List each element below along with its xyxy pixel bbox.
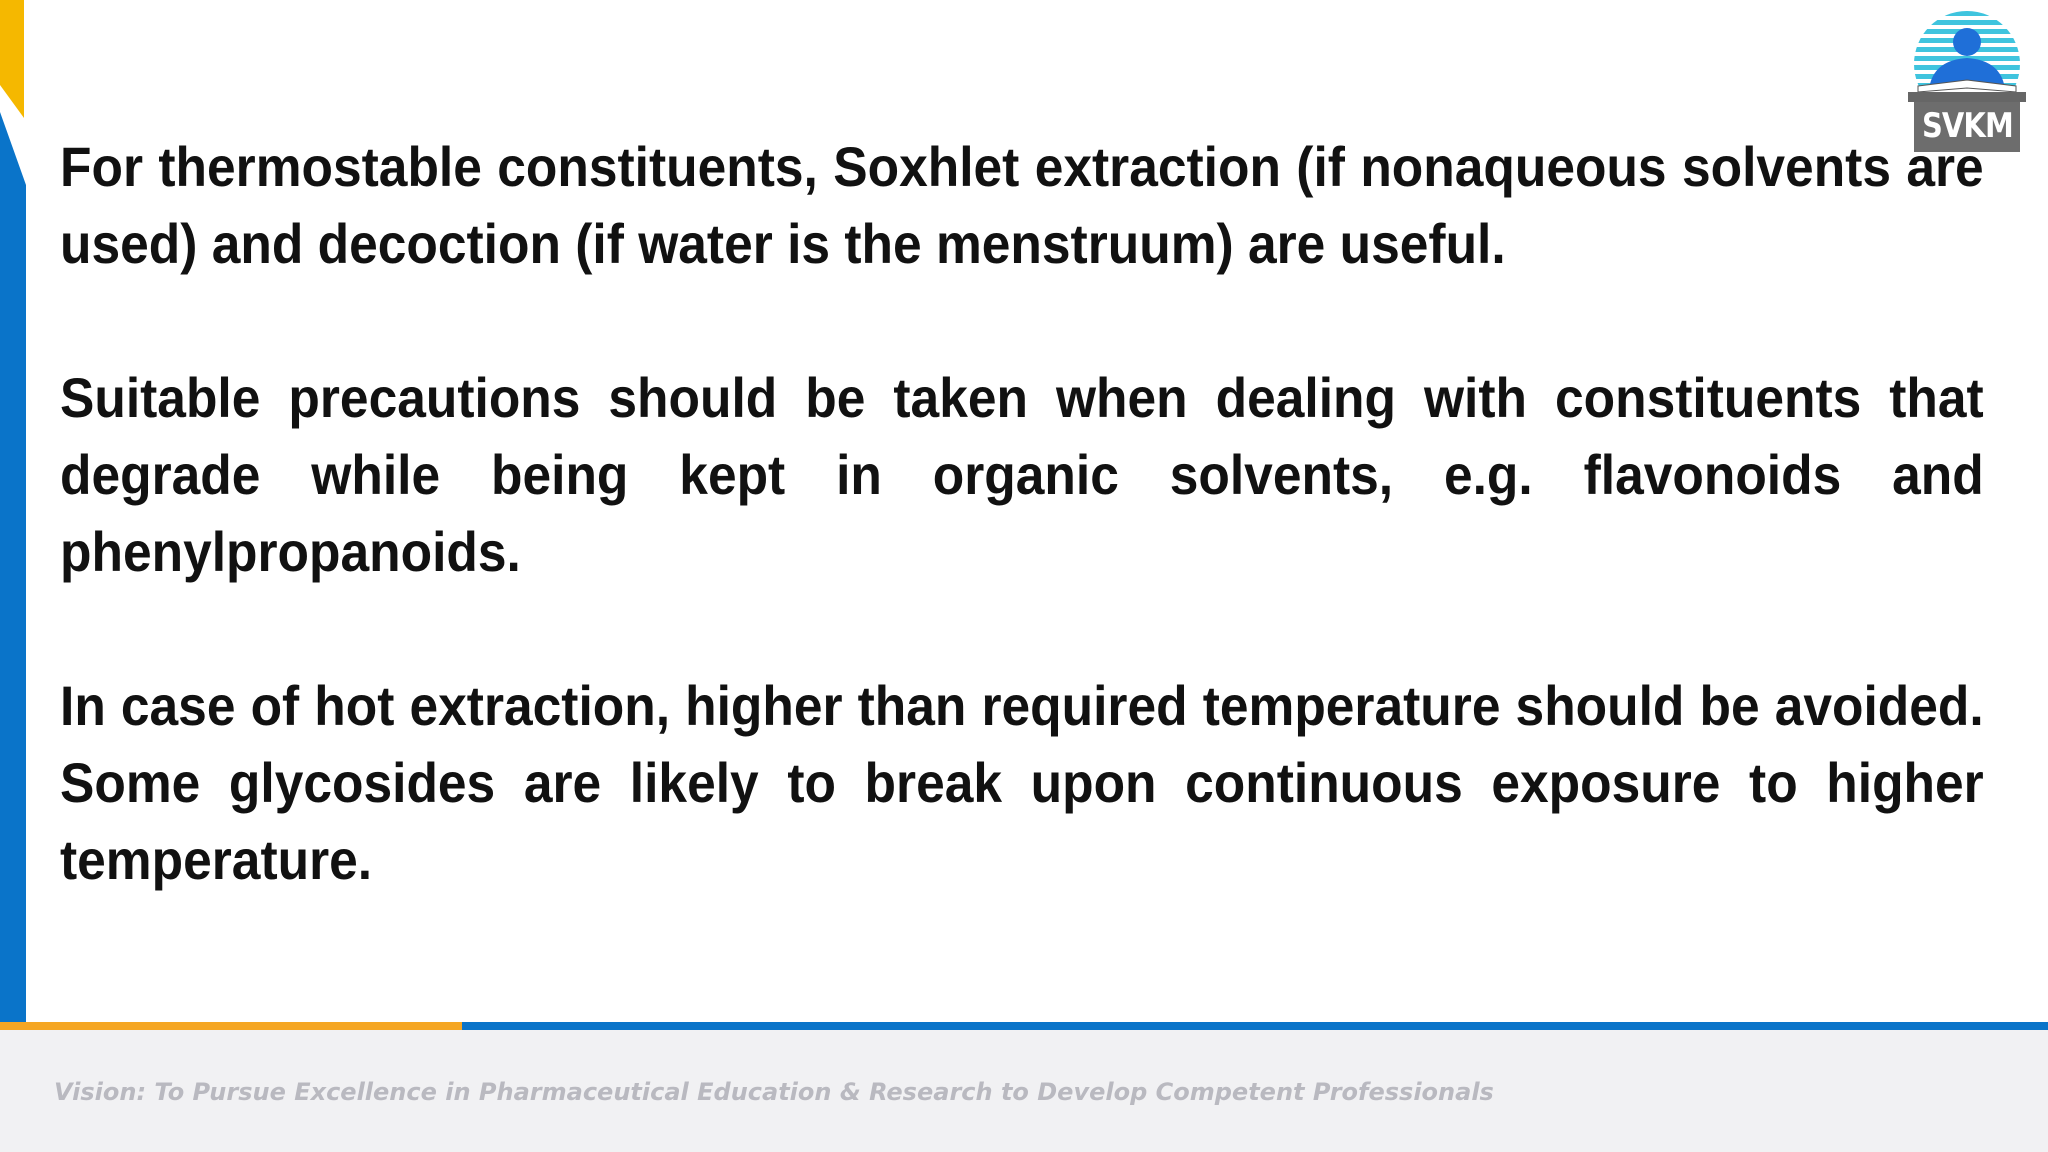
paragraph-soxhlet: For thermostable constituents, Soxhlet extraction (if nonaqueous solvents are used) and decoction (if water is the menstruum) are useful. xyxy=(60,135,1984,275)
footer-band xyxy=(0,1030,2048,1152)
paragraph-hot-extraction: In case of hot extraction, higher than required temperature should be avoided. Some glycosides are likely to break upon continuous exposure to higher temperature. xyxy=(60,674,1984,891)
slide-body xyxy=(60,128,1984,975)
accent-blue-side-bar xyxy=(0,112,26,1024)
vision-statement: Vision: To Pursue Excellence in Pharmaceutical Education & Research to Develop Competent Professionals xyxy=(54,1078,1494,1106)
footer-rule-blue xyxy=(462,1022,2048,1030)
footer-rule-orange xyxy=(0,1022,462,1030)
logo-text: SVKM xyxy=(1921,106,2013,146)
paragraph-precautions: Suitable precautions should be taken when dealing with constituents that degrade while being kept in organic solvents, e.g. flavonoids and phenylpropanoids. xyxy=(60,366,1984,583)
accent-yellow-bar xyxy=(0,0,24,118)
